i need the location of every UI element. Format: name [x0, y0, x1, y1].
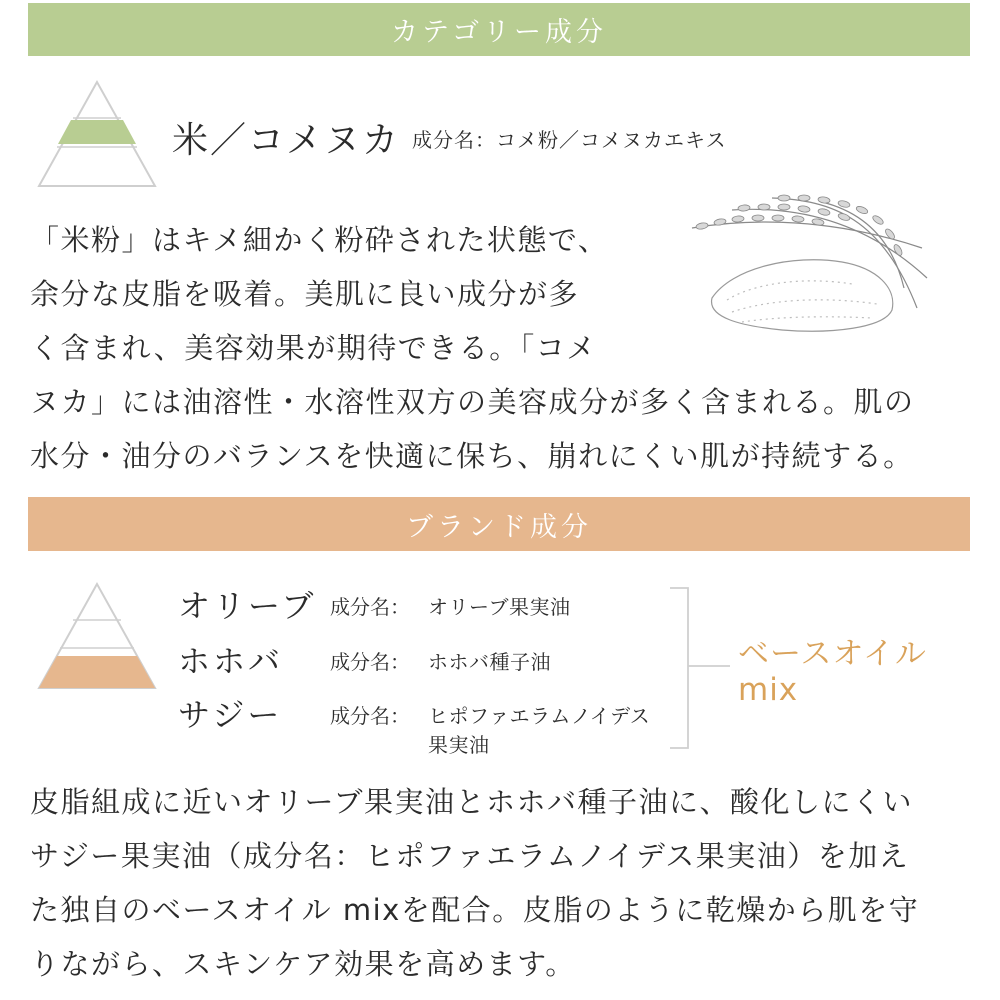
brand-ingredients-banner	[28, 497, 970, 551]
paragraph-line: く含まれ、美容効果が期待できる。「コメ	[30, 331, 597, 365]
paragraph-line: た独自のベースオイル mixを配合。皮脂のように乾燥から肌を守	[30, 893, 920, 927]
paragraph-line: 皮脂組成に近いオリーブ果実油とホホバ種子油に、酸化しにくい	[30, 785, 914, 819]
category-ingredient-title: 米／コメヌカ	[172, 120, 401, 161]
base-oil-label: ベースオイル	[738, 636, 927, 672]
category-description	[30, 213, 915, 483]
ingredient-label: 成分名：	[330, 595, 410, 619]
category-ingredients-banner	[28, 3, 970, 56]
pyramid-middle-tier-icon	[36, 78, 158, 190]
paragraph-line: 余分な皮脂を吸着。美肌に良い成分が多	[30, 277, 580, 311]
paragraph-line: 「米粉」はキメ細かく粉砕された状態で、	[30, 223, 609, 257]
paragraph-line: りながら、スキンケア効果を高めます。	[30, 947, 576, 981]
base-oil-mix-label: mix	[738, 672, 799, 708]
bracket-divider	[660, 582, 740, 754]
pyramid-bottom-tier-icon	[36, 580, 158, 692]
ingredient-olive-inci: オリーブ果実油	[428, 595, 571, 619]
category-banner-label: カテゴリー成分	[391, 17, 607, 48]
pyramid-middle-tier	[58, 120, 136, 144]
paragraph-line: サジー果実油（成分名：ヒポファエラムノイデス果実油）を加え	[30, 839, 910, 873]
paragraph-line: ヌカ」には油溶性・水溶性双方の美容成分が多く含まれる。肌の	[30, 385, 915, 419]
ingredient-names: コメ粉／コメヌカエキス	[496, 128, 727, 152]
ingredient-sea-buckthorn-inci-line2: 果実油	[428, 733, 490, 757]
ingredient-sea-buckthorn-inci-line1: ヒポファエラムノイデス	[428, 704, 651, 728]
brand-banner-label: ブランド成分	[406, 511, 592, 543]
ingredient-jojoba-inci: ホホバ種子油	[428, 650, 551, 674]
pyramid-bottom-tier	[39, 656, 155, 688]
ingredient-olive-name: オリーブ	[178, 587, 317, 625]
ingredient-label: 成分名：	[330, 704, 410, 728]
ingredient-jojoba-name: ホホバ	[178, 642, 284, 680]
paragraph-line: 水分・油分のバランスを快適に保ち、崩れにくい肌が持続する。	[30, 439, 914, 473]
category-ingredient-inci	[412, 124, 727, 153]
brand-description	[30, 775, 919, 991]
ingredient-sea-buckthorn-name: サジー	[178, 696, 283, 734]
ingredient-label: 成分名：	[330, 650, 410, 674]
ingredient-label: 成分名：	[412, 128, 496, 152]
